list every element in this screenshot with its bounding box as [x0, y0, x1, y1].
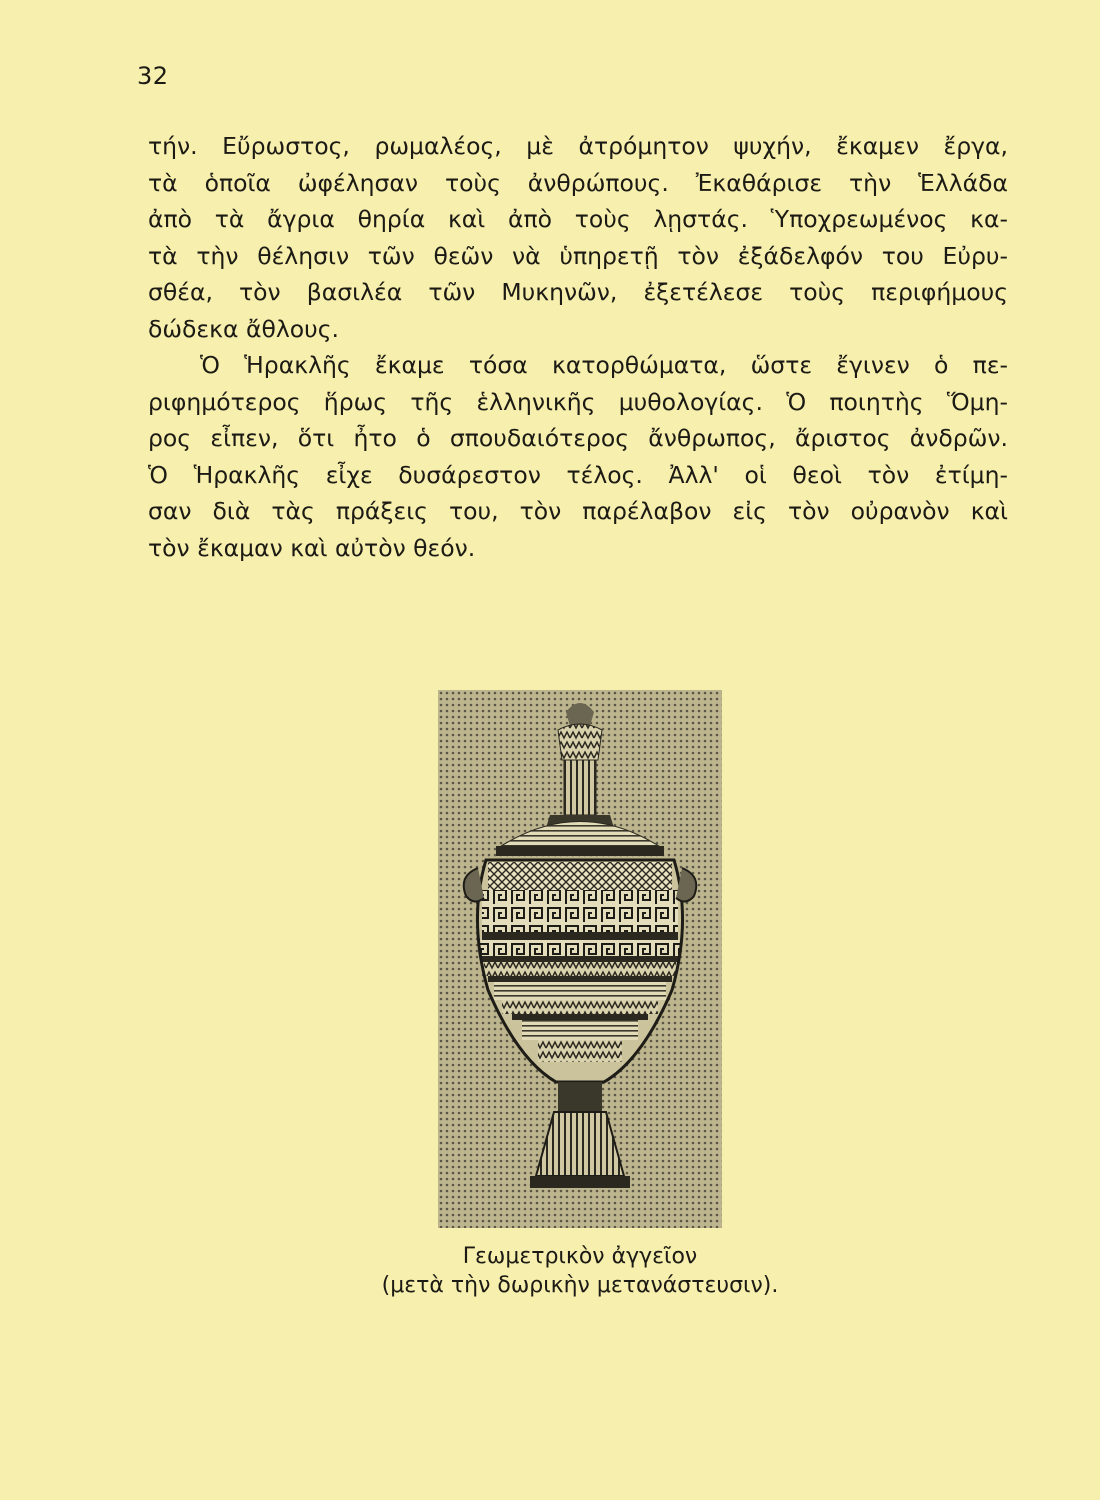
body-text [148, 128, 1008, 566]
text-line: τὸν ἔκαμαν καὶ αὐτὸν θεόν. [148, 533, 476, 562]
caption-title: Γεωμετρικὸν ἀγγεῖον [462, 1244, 698, 1269]
page-number: 32 [137, 62, 169, 90]
vase-illustration [438, 690, 722, 1228]
geometric-vase-drawing [438, 690, 722, 1228]
text-line: τήν. Εὔρωστος, ρωμαλέος, μὲ ἀτρόμητον ψυχήν, ἔκαμεν ἔργα, [148, 132, 1008, 160]
text-line: σθέα, τὸν βασιλέα τῶν Μυκηνῶν, ἐξετέλεσε τοὺς περιφήμους [148, 278, 1008, 306]
text-line: ἀπὸ τὰ ἄγρια θηρία καὶ ἀπὸ τοὺς λῃστάς. Ὑποχρεωμένος κα- [148, 205, 1008, 233]
text-line: Ὁ Ἡρακλῆς εἶχε δυσάρεστον τέλος. Ἀλλ' οἱ θεοὶ τὸν ἐτίμη- [148, 460, 1008, 489]
text-line: τὰ ὁποῖα ὠφέλησαν τοὺς ἀνθρώπους. Ἐκαθάρισε τὴν Ἑλλάδα [148, 168, 1008, 197]
text-line: ριφημότερος ἥρως τῆς ἑλληνικῆς μυθολογίας. Ὁ ποιητὴς Ὅμη- [148, 387, 1008, 416]
caption-note: (μετὰ τὴν δωρικὴν μετανάστευσιν). [381, 1273, 779, 1298]
text-line: σαν διὰ τὰς πράξεις του, τὸν παρέλαβον εἰς τὸν οὐρανὸν καὶ [148, 497, 1008, 525]
text-line: τὰ τὴν θέλησιν τῶν θεῶν νὰ ὑπηρετῇ τὸν ἐξάδελφόν του Εὐρυ- [148, 241, 1008, 270]
text-line: ρος εἶπεν, ὅτι ἦτο ὁ σπουδαιότερος ἄνθρωπος, ἄριστος ἀνδρῶν. [148, 424, 1008, 452]
text-line: Ὁ Ἡρακλῆς ἔκαμε τόσα κατορθώματα, ὥστε ἔγινεν ὁ πε- [200, 351, 1008, 379]
text-line: δώδεκα ἄθλους. [148, 314, 339, 343]
figure-caption [360, 1242, 800, 1300]
